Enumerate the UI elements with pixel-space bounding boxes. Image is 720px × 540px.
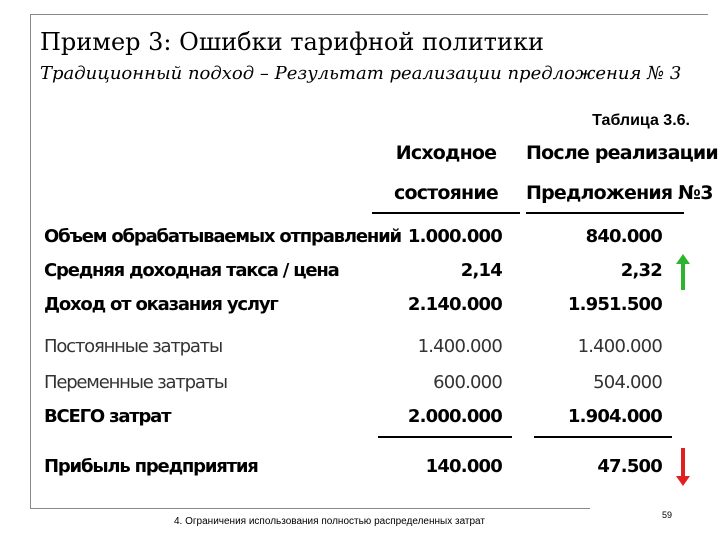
slide-subtitle: Традиционный подход – Результат реализации предложения № 3 xyxy=(40,63,682,84)
row-label: Постоянные затраты xyxy=(44,336,222,357)
row-value-initial: 1.400.000 xyxy=(417,336,502,357)
row-value-after: 1.400.000 xyxy=(577,336,662,357)
total-underline-col1 xyxy=(378,436,512,438)
slide-frame-top xyxy=(30,14,708,15)
page-number: 59 xyxy=(662,510,673,520)
row-value-after: 2,32 xyxy=(620,260,662,281)
total-underline-col2 xyxy=(534,436,672,438)
table-row xyxy=(0,368,720,402)
table-row xyxy=(0,452,720,486)
red-down-arrow-icon xyxy=(676,448,690,486)
table-row xyxy=(0,222,720,256)
footer-section-title: 4. Ограничения использования полностью распределенных затрат xyxy=(174,516,485,527)
row-label: Объем обрабатываемых отправлений xyxy=(44,226,401,247)
row-value-initial: 2.140.000 xyxy=(407,294,502,315)
row-value-after: 47.500 xyxy=(597,456,662,477)
row-value-initial: 600.000 xyxy=(433,372,502,393)
column-header-after-line1: После реализации xyxy=(526,142,718,164)
row-label: Переменные затраты xyxy=(44,372,227,393)
row-value-initial: 140.000 xyxy=(425,456,502,477)
header-underline-col2 xyxy=(526,212,684,214)
header-underline-col1 xyxy=(372,212,520,214)
table-row xyxy=(0,290,720,324)
row-value-initial: 2,14 xyxy=(460,260,502,281)
column-header-after-line2: Предложения №3 xyxy=(526,182,713,204)
column-header-initial-line2: состояние xyxy=(394,182,498,204)
row-label: Доход от оказания услуг xyxy=(44,294,278,315)
row-label: Прибыль предприятия xyxy=(44,456,258,477)
row-value-after: 504.000 xyxy=(593,372,662,393)
row-label: ВСЕГО затрат xyxy=(44,406,171,427)
table-row xyxy=(0,402,720,436)
row-value-after: 840.000 xyxy=(585,226,662,247)
row-value-after: 1.904.000 xyxy=(567,406,662,427)
slide-frame-bottom xyxy=(30,508,590,509)
slide-title: Пример 3: Ошибки тарифной политики xyxy=(40,28,544,56)
row-label: Средняя доходная такса / цена xyxy=(44,260,339,281)
table-row xyxy=(0,332,720,366)
row-value-after: 1.951.500 xyxy=(567,294,662,315)
table-row xyxy=(0,256,720,290)
row-value-initial: 1.000.000 xyxy=(407,226,502,247)
green-up-arrow-icon xyxy=(676,254,690,290)
column-header-initial-line1: Исходное xyxy=(395,142,497,164)
row-value-initial: 2.000.000 xyxy=(407,406,502,427)
table-label: Таблица 3.6. xyxy=(592,112,690,129)
